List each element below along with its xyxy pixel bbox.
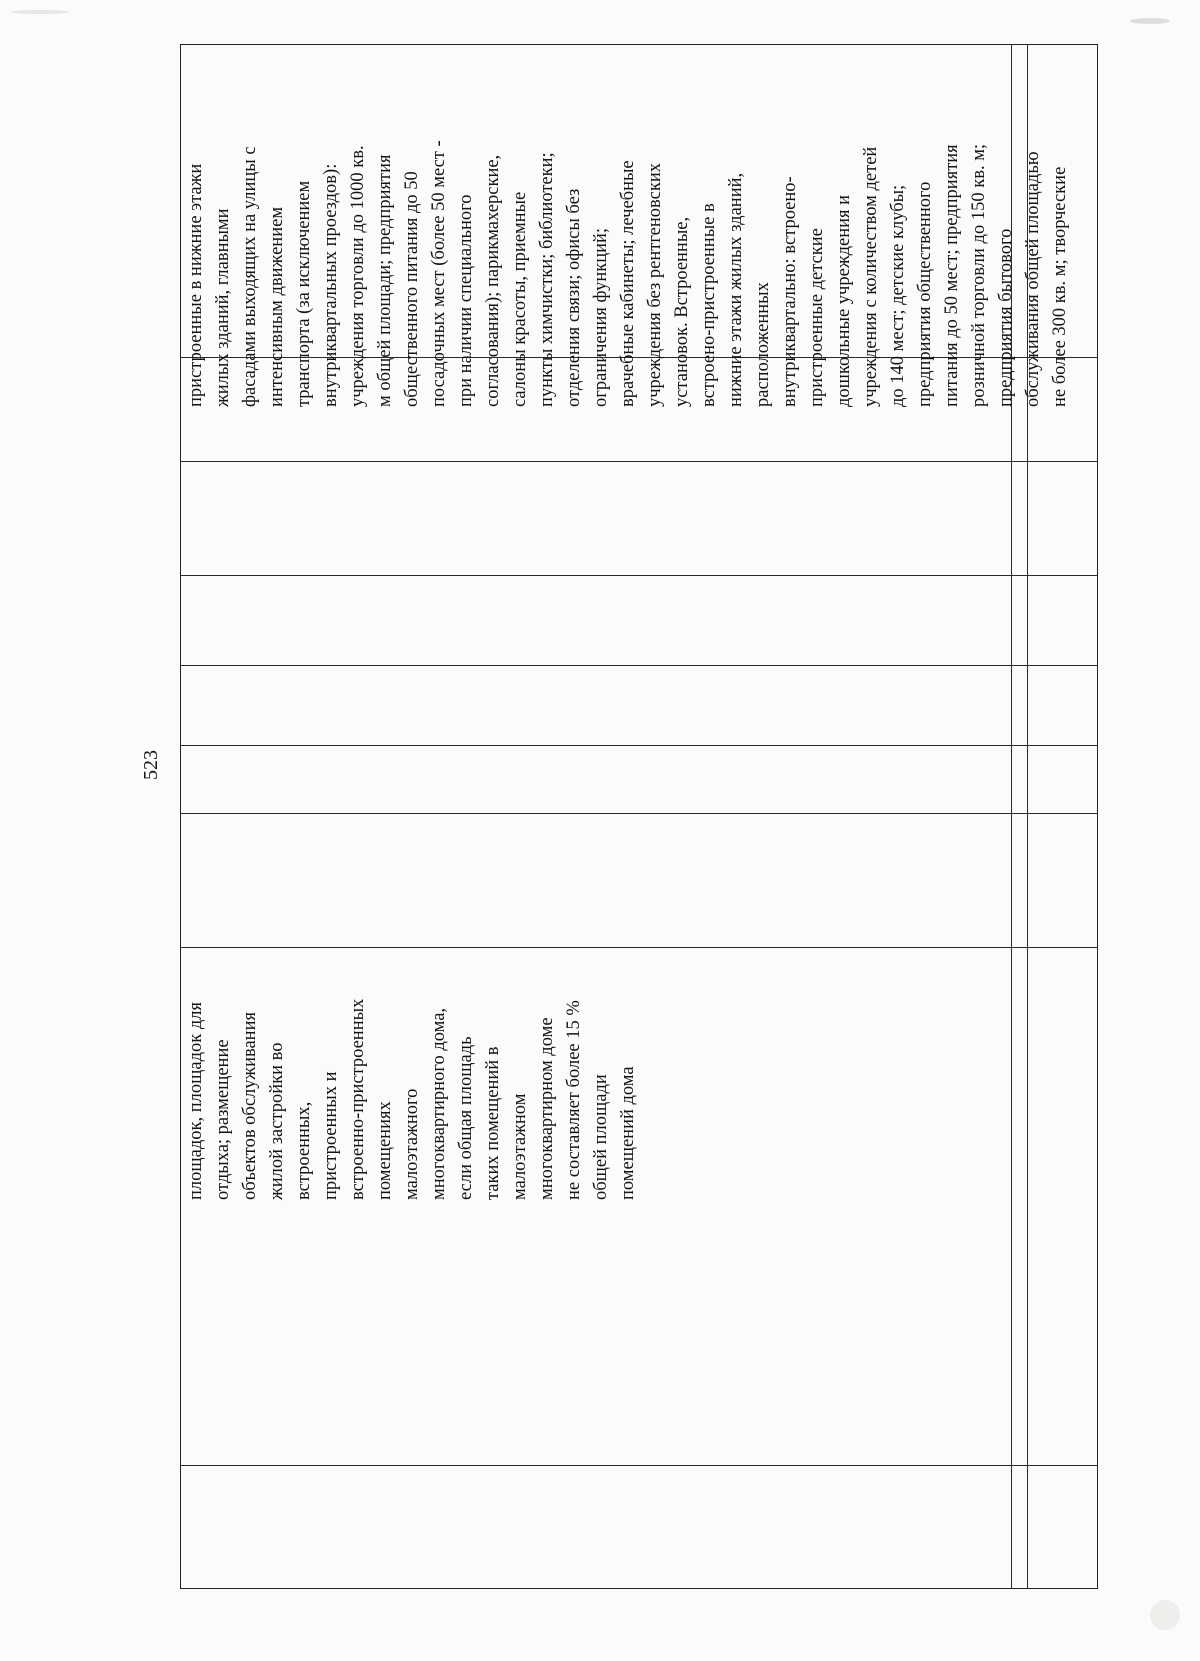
cell-line: согласования); парикмахерские, [483,154,503,407]
cell-line: пристроенных и [321,1071,341,1200]
cell-line: обслуживания общей площадью [1023,151,1043,407]
cell-line: не более 300 кв. м; творческие [1050,166,1070,407]
cell-line: внутриквартальных проездов): [321,163,341,407]
cell-line: ограничения функций; [591,227,611,407]
cell-line: помещениях [375,1101,395,1200]
table-row-divider [181,575,1097,576]
table-row-divider [181,665,1097,666]
cell-line: фасадами выходящих на улицы с [240,146,260,407]
cell-line: розничной торговли до 150 кв. м; [969,143,989,407]
cell-line: жилых зданий, главными [213,208,233,407]
cell-line: встроенно-пристроенных [348,998,368,1200]
cell-line: до 140 мест; детские клубы; [888,184,908,407]
table-row-divider [181,947,1097,948]
cell-line: встроено-пристроенные в [699,203,719,407]
page-number: 523 [140,750,162,780]
cell-line: многоквартирном доме [537,1017,557,1200]
cell-line: предприятия общественного [915,181,935,407]
right-cell-text [183,140,1074,407]
cell-line: нижние этажи жилых зданий, [726,172,746,407]
cell-line: интенсивным движением [267,206,287,407]
cell-line: транспорта (за исключением [294,180,314,407]
cell-line: помещений дома [618,1066,638,1200]
cell-line: многоквартирного дома, [429,1007,449,1200]
cell-line: площадок, площадок для [186,1001,206,1200]
table-row-divider [181,1465,1097,1466]
cell-line: дошкольные учреждения и [834,194,854,407]
cell-line: общественного питания до 50 [402,171,422,407]
left-cell-text [183,999,642,1200]
scan-noise [1150,1600,1180,1630]
cell-line: жилой застройки во [267,1042,287,1200]
table-row-divider [181,813,1097,814]
cell-line: пункты химчистки; библиотеки; [537,152,557,407]
cell-line: при наличии специального [456,194,476,407]
cell-line: внутриквартально: встроено- [780,176,800,407]
cell-line: предприятия бытового [996,228,1016,407]
cell-line: пристроенные детские [807,228,827,407]
cell-line: посадочных мест (более 50 мест - [429,140,449,407]
cell-line: врачебные кабинеты; лечебные [618,160,638,407]
cell-line: питания до 50 мест; предприятия [942,144,962,407]
cell-line: малоэтажного [402,1088,422,1200]
cell-line: объектов обслуживания [240,1012,260,1200]
cell-line: отдыха; размещение [213,1039,233,1200]
cell-line: учреждения с количеством детей [861,146,881,407]
table-row-divider [181,461,1097,462]
cell-line: учреждения без рентгеновских [645,162,665,407]
cell-line: таких помещений в [483,1046,503,1200]
scan-noise [10,10,70,14]
cell-line: установок. Встроенные, [672,216,692,407]
cell-line: общей площади [591,1074,611,1200]
cell-line: учреждения торговли до 1000 кв. [348,145,368,407]
cell-line: не составляет более 15 % [564,1000,584,1200]
cell-line: встроенных, [294,1101,314,1200]
cell-line: отделения связи; офисы без [564,188,584,407]
cell-line: м общей площади; предприятия [375,154,395,407]
cell-line: расположенных [753,282,773,407]
table-row-divider [181,745,1097,746]
scan-noise [1130,18,1170,24]
cell-line: салоны красоты, приемные [510,191,530,407]
cell-line: если общая площадь [456,1036,476,1200]
cell-line: пристроенные в нижние этажи [186,163,206,407]
cell-line: малоэтажном [510,1093,530,1200]
